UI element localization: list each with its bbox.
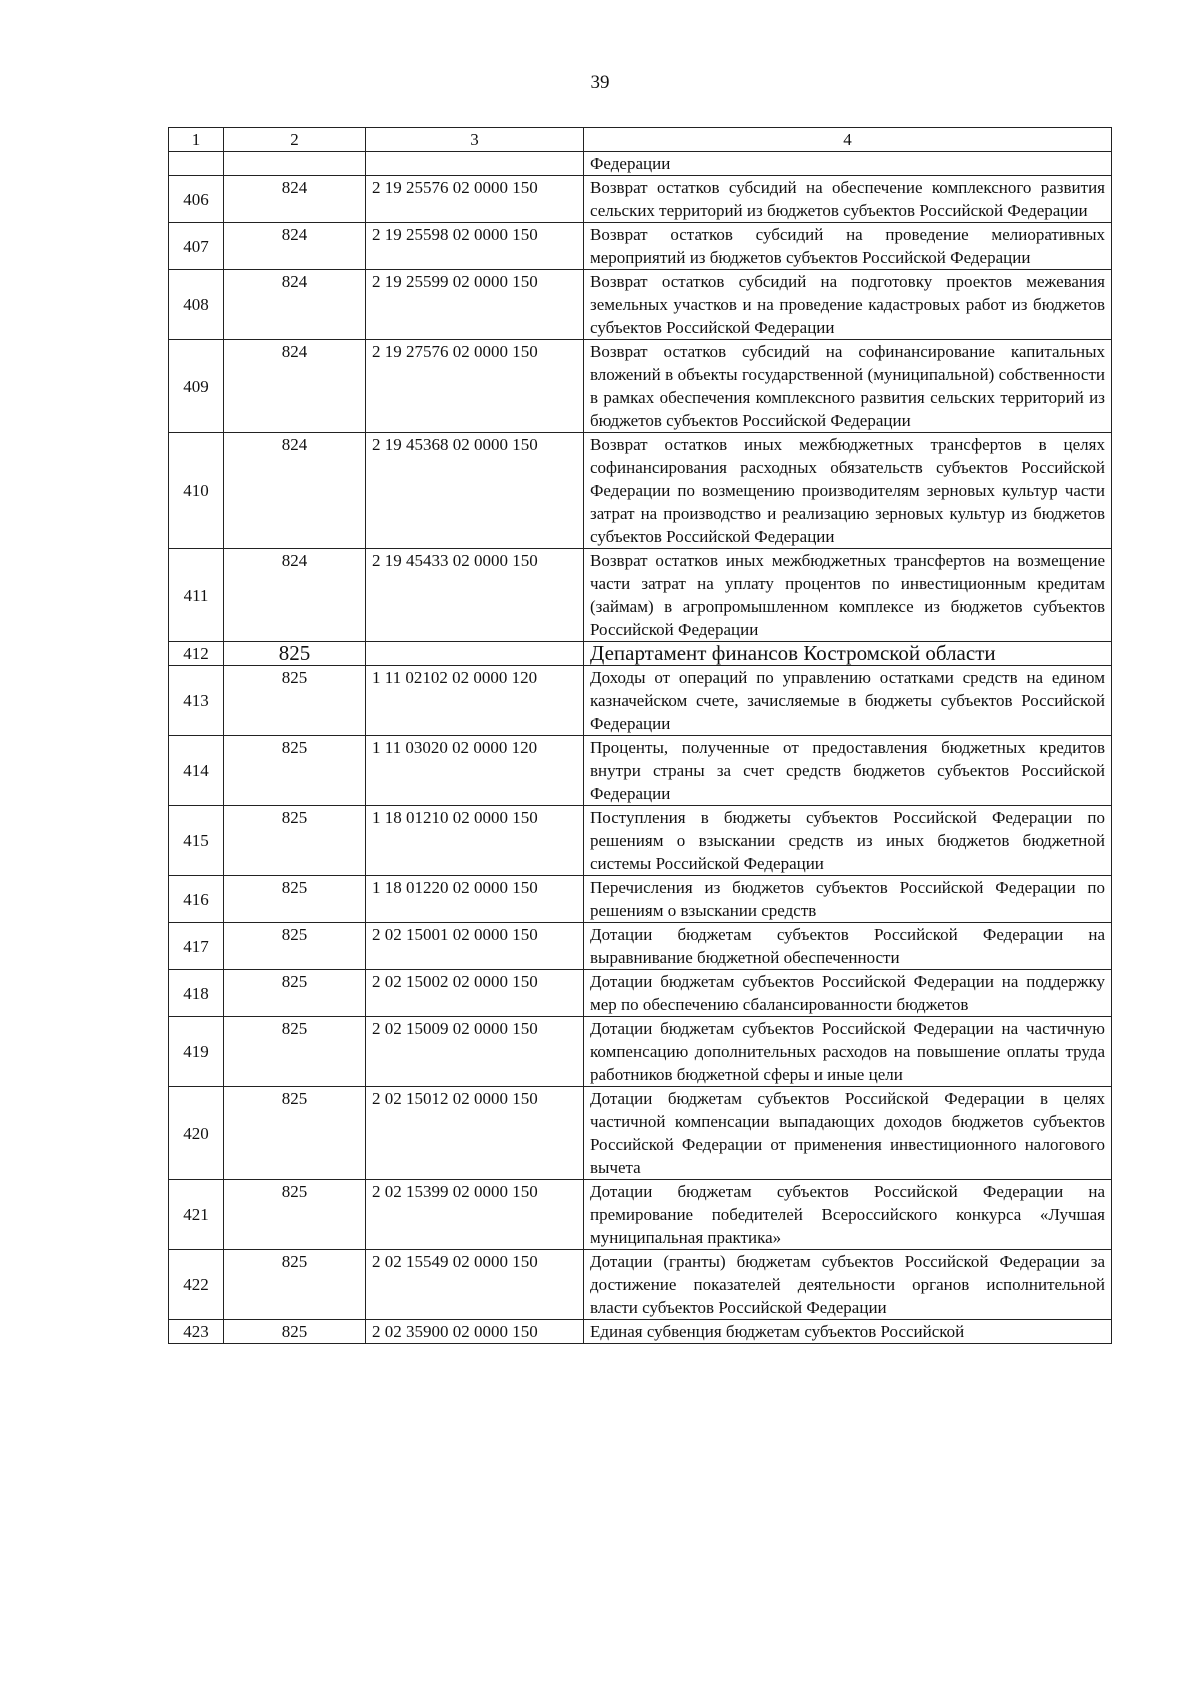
table-row <box>169 666 1112 736</box>
description-cell: Единая субвенция бюджетам субъектов Российской <box>584 1320 1112 1344</box>
income-code-cell: 2 02 15001 02 0000 150 <box>366 923 584 970</box>
row-number-cell: 414 <box>169 736 224 806</box>
admin-code-cell: 824 <box>224 549 366 642</box>
row-number-cell <box>169 152 224 176</box>
section-row <box>169 642 1112 666</box>
table-row <box>169 1017 1112 1087</box>
income-code-cell: 1 11 02102 02 0000 120 <box>366 666 584 736</box>
row-number-cell: 410 <box>169 433 224 549</box>
income-code-cell: 2 02 35900 02 0000 150 <box>366 1320 584 1344</box>
description-cell: Возврат остатков субсидий на проведение мелиоративных мероприятий из бюджетов субъектов Российской Федерации <box>584 223 1112 270</box>
admin-code-cell: 824 <box>224 340 366 433</box>
table-row <box>169 270 1112 340</box>
table-row <box>169 806 1112 876</box>
income-code-cell: 2 02 15009 02 0000 150 <box>366 1017 584 1087</box>
description-cell: Возврат остатков иных межбюджетных трансфертов в целях софинансирования расходных обязательств субъектов Российской Федерации по возмещению производителям зерновых культур части затрат на производство и реализацию зерновых культур из бюджетов субъектов Российской Федерации <box>584 433 1112 549</box>
description-cell: Дотации бюджетам субъектов Российской Федерации на премирование победителей Всероссийского конкурса «Лучшая муниципальная практика» <box>584 1180 1112 1250</box>
income-code-cell <box>366 152 584 176</box>
description-cell: Дотации бюджетам субъектов Российской Федерации на частичную компенсацию дополнительных расходов на повышение оплаты труда работников бюджетной сферы и иные цели <box>584 1017 1112 1087</box>
income-code-cell: 2 19 45368 02 0000 150 <box>366 433 584 549</box>
table-row <box>169 549 1112 642</box>
admin-code-cell: 825 <box>224 1320 366 1344</box>
income-code-cell: 2 19 25598 02 0000 150 <box>366 223 584 270</box>
table-row <box>169 340 1112 433</box>
row-number-cell: 406 <box>169 176 224 223</box>
table-header-row <box>169 128 1112 152</box>
row-number-cell: 413 <box>169 666 224 736</box>
description-cell: Федерации <box>584 152 1112 176</box>
admin-code-cell: 825 <box>224 806 366 876</box>
header-cell: 3 <box>366 128 584 152</box>
income-code-cell: 1 11 03020 02 0000 120 <box>366 736 584 806</box>
header-cell: 4 <box>584 128 1112 152</box>
row-number-cell: 421 <box>169 1180 224 1250</box>
admin-code-cell: 825 <box>224 970 366 1017</box>
description-cell: Дотации (гранты) бюджетам субъектов Российской Федерации за достижение показателей деятельности органов исполнительной власти субъектов Российской Федерации <box>584 1250 1112 1320</box>
table-row <box>169 1250 1112 1320</box>
income-code-cell: 2 02 15002 02 0000 150 <box>366 970 584 1017</box>
header-cell: 2 <box>224 128 366 152</box>
admin-code-cell: 825 <box>224 666 366 736</box>
row-number-cell: 420 <box>169 1087 224 1180</box>
income-code-cell: 2 02 15399 02 0000 150 <box>366 1180 584 1250</box>
table-body <box>169 152 1112 1344</box>
description-cell: Возврат остатков иных межбюджетных трансфертов на возмещение части затрат на уплату процентов по инвестиционным кредитам (займам) в агропромышленном комплексе из бюджетов субъектов Российской Федерации <box>584 549 1112 642</box>
row-number-cell: 407 <box>169 223 224 270</box>
description-cell: Возврат остатков субсидий на подготовку проектов межевания земельных участков и на проведение кадастровых работ из бюджетов субъектов Российской Федерации <box>584 270 1112 340</box>
income-code-cell: 2 02 15549 02 0000 150 <box>366 1250 584 1320</box>
header-cell: 1 <box>169 128 224 152</box>
row-number-cell: 408 <box>169 270 224 340</box>
description-cell: Доходы от операций по управлению остатками средств на едином казначейском счете, зачисляемые в бюджеты субъектов Российской Федерации <box>584 666 1112 736</box>
row-number-cell: 409 <box>169 340 224 433</box>
row-number-cell: 423 <box>169 1320 224 1344</box>
description-cell: Возврат остатков субсидий на софинансирование капитальных вложений в объекты государственной (муниципальной) собственности в рамках обеспечения комплексного развития сельских территорий из бюджетов субъектов Российской Федерации <box>584 340 1112 433</box>
income-code-cell: 2 19 25576 02 0000 150 <box>366 176 584 223</box>
row-number-cell: 418 <box>169 970 224 1017</box>
description-cell: Дотации бюджетам субъектов Российской Федерации на выравнивание бюджетной обеспеченности <box>584 923 1112 970</box>
table-row <box>169 176 1112 223</box>
row-number-cell: 422 <box>169 1250 224 1320</box>
description-cell: Дотации бюджетам субъектов Российской Федерации в целях частичной компенсации выпадающих доходов бюджетов субъектов Российской Федерации от применения инвестиционного налогового вычета <box>584 1087 1112 1180</box>
table-row <box>169 923 1112 970</box>
table-row <box>169 223 1112 270</box>
admin-code-cell: 825 <box>224 876 366 923</box>
admin-code-cell: 824 <box>224 223 366 270</box>
income-code-cell: 1 18 01220 02 0000 150 <box>366 876 584 923</box>
description-cell: Возврат остатков субсидий на обеспечение комплексного развития сельских территорий из бюджетов субъектов Российской Федерации <box>584 176 1112 223</box>
table-row <box>169 970 1112 1017</box>
description-cell: Поступления в бюджеты субъектов Российской Федерации по решениям о взыскании средств из иных бюджетов бюджетной системы Российской Федерации <box>584 806 1112 876</box>
description-cell: Проценты, полученные от предоставления бюджетных кредитов внутри страны за счет средств бюджетов субъектов Российской Федерации <box>584 736 1112 806</box>
row-number-cell: 417 <box>169 923 224 970</box>
row-number-cell: 416 <box>169 876 224 923</box>
admin-code-cell <box>224 152 366 176</box>
income-code-cell: 2 19 25599 02 0000 150 <box>366 270 584 340</box>
income-code-cell: 2 19 27576 02 0000 150 <box>366 340 584 433</box>
income-code-cell: 2 02 15012 02 0000 150 <box>366 1087 584 1180</box>
table-row <box>169 876 1112 923</box>
admin-code-cell: 825 <box>224 1180 366 1250</box>
row-number-cell: 419 <box>169 1017 224 1087</box>
table-row <box>169 152 1112 176</box>
table-row <box>169 736 1112 806</box>
revenue-classification-table <box>168 127 1112 1344</box>
admin-code-cell: 825 <box>224 736 366 806</box>
admin-code-cell: 824 <box>224 270 366 340</box>
admin-code-cell: 824 <box>224 176 366 223</box>
admin-code-cell: 825 <box>224 642 366 666</box>
admin-code-cell: 825 <box>224 1017 366 1087</box>
table-row <box>169 433 1112 549</box>
admin-code-cell: 825 <box>224 1087 366 1180</box>
income-code-cell: 1 18 01210 02 0000 150 <box>366 806 584 876</box>
row-number-cell: 411 <box>169 549 224 642</box>
table-row <box>169 1320 1112 1344</box>
description-cell: Департамент финансов Костромской области <box>584 642 1112 666</box>
table-row <box>169 1180 1112 1250</box>
admin-code-cell: 825 <box>224 1250 366 1320</box>
admin-code-cell: 824 <box>224 433 366 549</box>
row-number-cell: 415 <box>169 806 224 876</box>
description-cell: Перечисления из бюджетов субъектов Российской Федерации по решениям о взыскании средств <box>584 876 1112 923</box>
row-number-cell: 412 <box>169 642 224 666</box>
page-number: 39 <box>590 72 610 93</box>
income-code-cell: 2 19 45433 02 0000 150 <box>366 549 584 642</box>
description-cell: Дотации бюджетам субъектов Российской Федерации на поддержку мер по обеспечению сбалансированности бюджетов <box>584 970 1112 1017</box>
table-row <box>169 1087 1112 1180</box>
admin-code-cell: 825 <box>224 923 366 970</box>
income-code-cell <box>366 642 584 666</box>
